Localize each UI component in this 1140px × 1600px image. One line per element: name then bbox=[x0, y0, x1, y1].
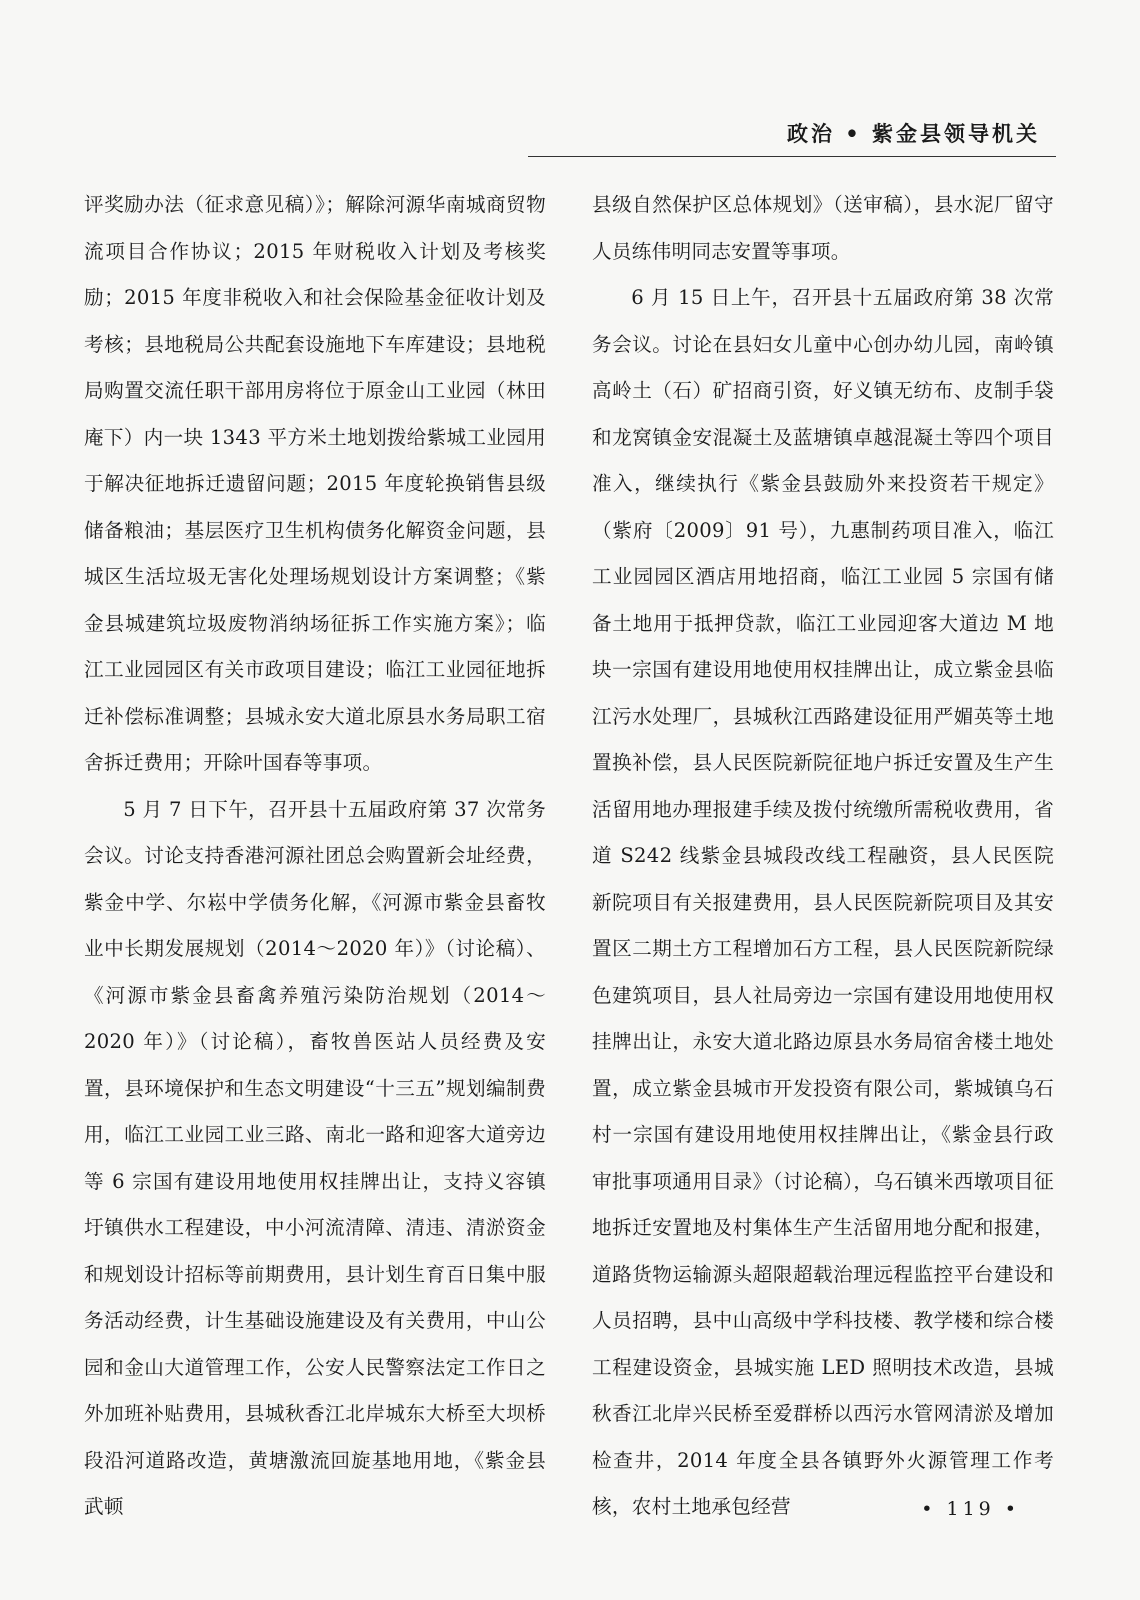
right-paragraph-continued: 县级自然保护区总体规划》（送审稿），县水泥厂留守人员练伟明同志安置等事项。 bbox=[592, 193, 1054, 263]
right-column bbox=[592, 182, 1054, 1531]
header-divider bbox=[528, 156, 1056, 157]
right-paragraph-meeting-38: 6 月 15 日上午，召开县十五届政府第 38 次常务会议。讨论在县妇女儿童中心创办幼儿园，南岭镇高岭土（石）矿招商引资，好义镇无纺布、皮制手袋和龙窝镇金安混凝土及蓝塘镇卓越混凝土等四个项目准入，继续执行《紫金县鼓励外来投资若干规定》（紫府〔2009〕91 号），九惠制药项目准入，临江工业园园区酒店用地招商，临江工业园 5 宗国有储备土地用于抵押贷款，临江工业园迎客大道边 M 地块一宗国有建设用地使用权挂牌出让，成立紫金县临江污水处理厂，县城秋江西路建设征用严媚英等土地置换补偿，县人民医院新院征地户拆迁安置及生产生活留用地办理报建手续及拨付统缴所需税收费用，省道 S242 线紫金县城段改线工程融资，县人民医院新院项目有关报建费用，县人民医院新院项目及其安置区二期土方工程增加石方工程，县人民医院新院绿色建筑项目，县人社局旁边一宗国有建设用地使用权挂牌出让，永安大道北路边原县水务局宿舍楼土地处置，成立紫金县城市开发投资有限公司，紫城镇乌石村一宗国有建设用地使用权挂牌出让，《紫金县行政审批事项通用目录》（讨论稿），乌石镇米西墩项目征地拆迁安置地及村集体生产生活留用地分配和报建，道路货物运输源头超限超载治理远程监控平台建设和人员招聘，县中山高级中学科技楼、教学楼和综合楼工程建设资金，县城实施 LED 照明技术改造，县城秋香江北岸兴民桥至爱群桥以西污水管网清淤及增加检查井，2014 年度全县各镇野外火源管理工作考核，农村土地承包经营 bbox=[592, 286, 1054, 1518]
page-number: • 119 • bbox=[921, 1498, 1020, 1520]
left-column bbox=[84, 182, 546, 1531]
left-paragraph-continued: 评奖励办法（征求意见稿）》；解除河源华南城商贸物流项目合作协议；2015 年财税收入计划及考核奖励；2015 年度非税收入和社会保险基金征收计划及考核；县地税局公共配套设施地下车库建设；县地税局购置交流任职干部用房将位于原金山工业园（林田庵下）内一块 1343 平方米土地划拨给紫城工业园用于解决征地拆迁遗留问题；2015 年度轮换销售县级储备粮油；基层医疗卫生机构债务化解资金问题，县城区生活垃圾无害化处理场规划设计方案调整；《紫金县城建筑垃圾废物消纳场征拆工作实施方案》；临江工业园园区有关市政项目建设；临江工业园征地拆迁补偿标准调整；县城永安大道北原县水务局职工宿舍拆迁费用；开除叶国春等事项。 bbox=[84, 193, 546, 774]
left-paragraph-meeting-37: 5 月 7 日下午，召开县十五届政府第 37 次常务会议。讨论支持香港河源社团总会购置新会址经费，紫金中学、尔崧中学债务化解，《河源市紫金县畜牧业中长期发展规划（2014～2020 年）》（讨论稿）、《河源市紫金县畜禽养殖污染防治规划（2014～2020 年）》（讨论稿），畜牧兽医站人员经费及安置，县环境保护和生态文明建设“十三五”规划编制费用，临江工业园工业三路、南北一路和迎客大道旁边等 6 宗国有建设用地使用权挂牌出让，支持义容镇圩镇供水工程建设，中小河流清障、清违、清淤资金和规划设计招标等前期费用，县计划生育百日集中服务活动经费，计生基础设施建设及有关费用，中山公园和金山大道管理工作，公安人民警察法定工作日之外加班补贴费用，县城秋香江北岸城东大桥至大坝桥段沿河道路改造，黄塘激流回旋基地用地，《紫金县武顿 bbox=[84, 797, 546, 1518]
section-header-title: 政治 • 紫金县领导机关 bbox=[786, 121, 1040, 146]
